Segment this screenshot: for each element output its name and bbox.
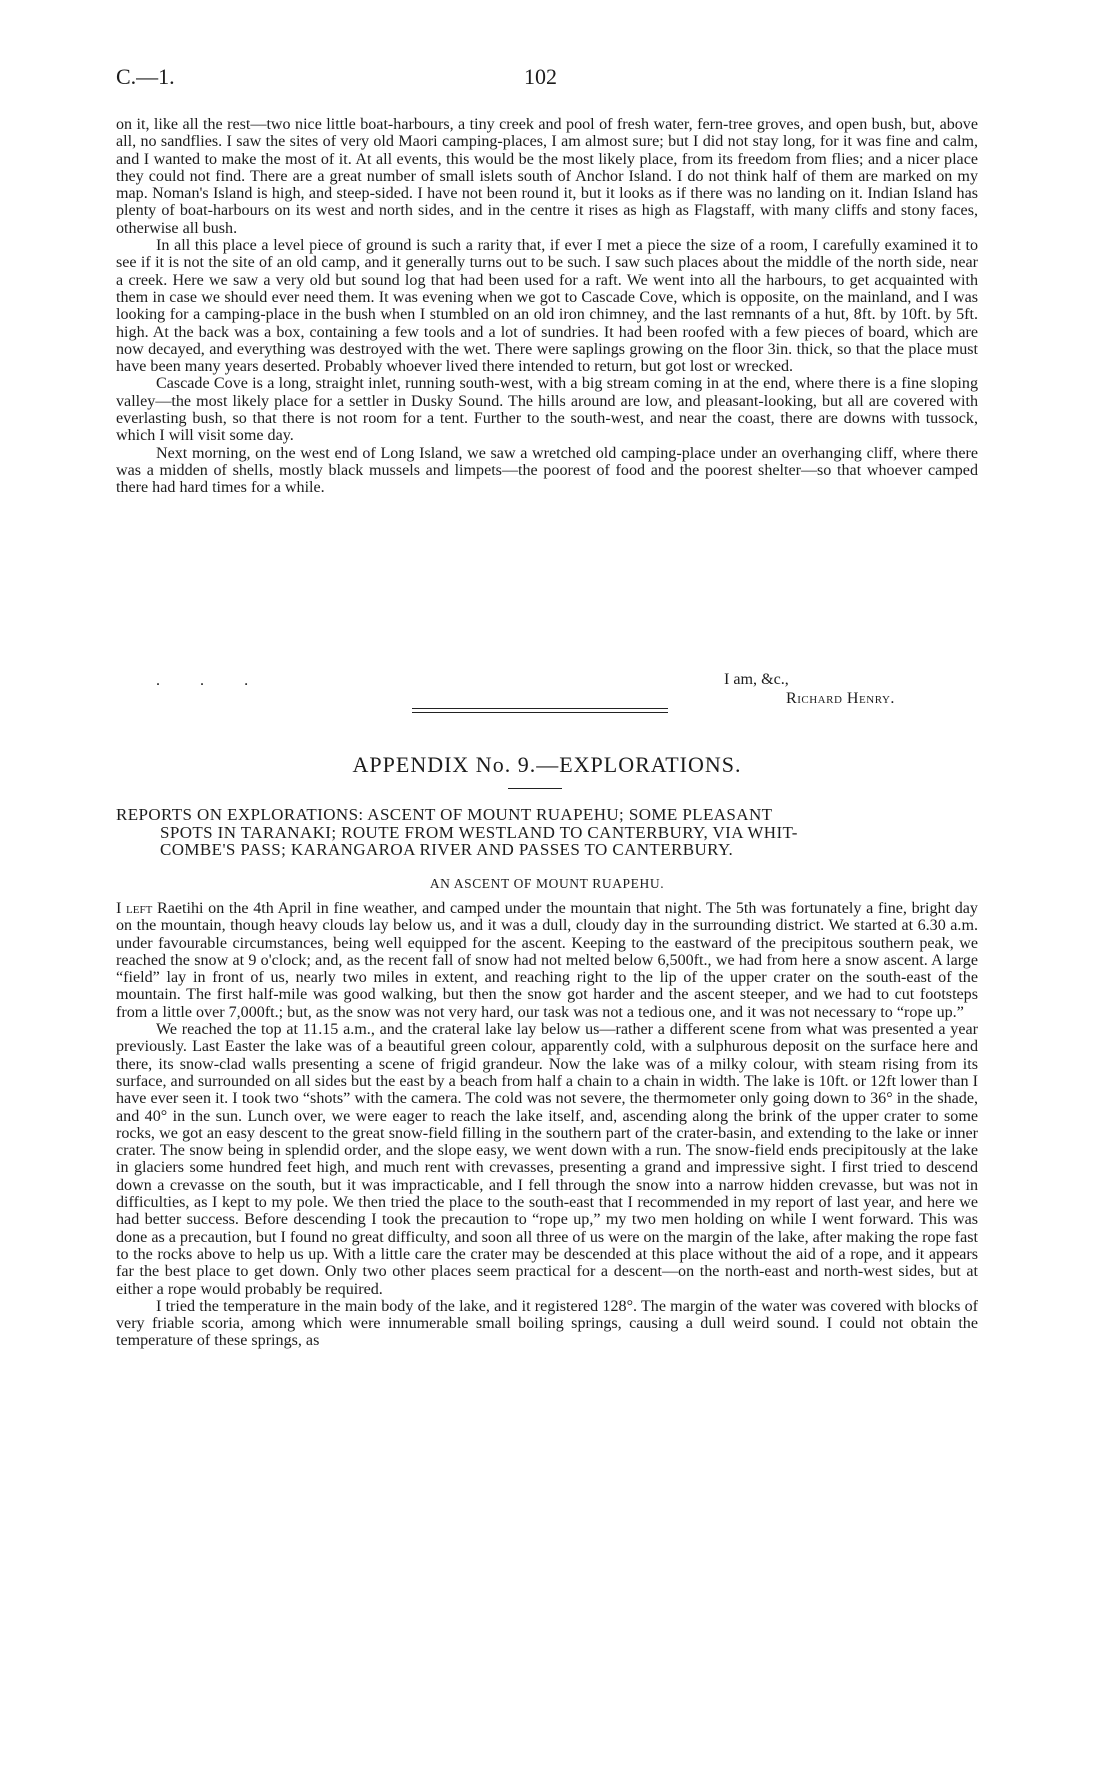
reports-heading-line: COMBE'S PASS; KARANGAROA RIVER AND PASSES TO CANTERBURY. <box>160 840 734 859</box>
closing-salutation: I am, &c., <box>724 671 789 688</box>
letter-body <box>116 116 978 497</box>
appendix-title: APPENDIX No. 9.—EXPLORATIONS. <box>352 752 742 777</box>
page-number: 102 <box>524 64 557 89</box>
report-body <box>116 900 978 1350</box>
signature: Richard Henry. <box>786 690 895 707</box>
reports-heading <box>116 806 978 859</box>
letter-paragraph: In all this place a level piece of ground is such a rarity that, if ever I met a piece the size of a room, I carefully examined it to see if it is not the site of an old camp, and it generally turns out to be such. I saw such places about the middle of the north side, near a creek. Here we saw a very old but sound log that had been used for a raft. We went into all the harbours, to get acquainted with them in case we should ever need them. It was evening when we got to Cascade Cove, which is opposite, on the mainland, and I was looking for a camping-place in the bush when I stumbled on an old iron chimney, and the last remnants of a hut, 8ft. by 10ft. by 5ft. high. At the back was a box, containing a few tools and a lot of sundries. It had been roofed with a few pieces of board, which are now decayed, and everything was destroyed with the wet. There were saplings growing on the floor 3in. thick, so that the place must have been many years deserted. Probably whoever lived there intended to return, but got lost or wrecked. <box>116 237 978 376</box>
report-paragraph: We reached the top at 11.15 a.m., and the crateral lake lay below us—rather a different scene from what was presented a year previously. Last Easter the lake was of a beautiful green colour, apparently cold, with a sulphurous deposit on the surface here and there, its snow-clad walls presenting a scene of frigid grandeur. Now the lake was of a milky colour, with steam rising from its surface, and surrounded on all sides but the east by a beach from half a chain to a chain in width. The lake is 10ft. or 12ft lower than I have ever seen it. I took two “shots” with the camera. The cold was not severe, the thermometer only going down to 36° in the shade, and 40° in the sun. Lunch over, we were eager to reach the lake itself, and, ascending along the brink of the upper crater to some rocks, we got an easy descent to the great snow-field filling in the southern part of the crater-basin, and extending to the lake or inner crater. The snow being in splendid order, and the slope easy, we went down with a run. The snow-field ends precipitously at the lake in glaciers some hundred feet high, and much rent with crevasses, presenting a grand and impressive sight. I first tried to descend down a crevasse on the south, but it was impracticable, and I fell through the snow into a narrow hidden crevasse, but was not in difficulties, as I kept to my pole. We then tried the place to the south-east that I recommended in my report of last year, and here we had better success. Before descending I took the precaution to “rope up,” my two men holding on while I went forward. This was done as a precaution, but I found no great difficulty, and soon all three of us were on the margin of the lake, after making the rope fast to the rocks above to help us up. With a little care the crater may be descended at this place without the aid of a rope, and it appears far the best place to get down. Only two other places seem practical for a descent—on the north-east and north-west sides, but at either a rope would probably be required. <box>116 1021 978 1298</box>
report-subheading: AN ASCENT OF MOUNT RUAPEHU. <box>429 876 665 891</box>
reports-heading-line: REPORTS ON EXPLORATIONS: ASCENT OF MOUNT RUAPEHU; SOME PLEASANT <box>116 805 773 824</box>
document-reference: C.—1. <box>116 64 175 89</box>
reports-heading-line: SPOTS IN TARANAKI; ROUTE FROM WESTLAND TO CANTERBURY, VIA WHIT- <box>160 822 798 842</box>
section-divider <box>412 708 668 713</box>
report-paragraph-text: Raetihi on the 4th April in fine weather, and camped under the mountain that night. The 5th was fortunately a fine, bright day on the mountain, though heavy clouds lay below us, and it was a dull, cloudy day in the surrounding district. We started at 6.30 a.m. under favourable circumstances, being well equipped for the ascent. Keeping to the eastward of the precipitous southern peak, we reached the snow at 9 o'clock; and, as the recent fall of snow had not melted below 6,500ft., we had from here a snow ascent. A large “field” lay in front of us, nearly two miles in extent, and reaching right to the lip of the upper crater on the south-east of the mountain. The first half-mile was good walking, but then the snow got harder and the ascent steeper, and we had to cut footsteps from a little over 7,000ft.; but, as the snow was not very hard, our task was not a tedious one, and it was not necessary to “rope up.” <box>116 900 978 1021</box>
letter-paragraph: Next morning, on the west end of Long Island, we saw a wretched old camping-place under an overhanging cliff, where there was a midden of shells, mostly black mussels and limpets—the poorest of food and the poorest shelter—so that whoever camped there had hard times for a while. <box>116 444 978 497</box>
drop-opening-words: I left <box>116 900 153 917</box>
letter-paragraph: Cascade Cove is a long, straight inlet, running south-west, with a big stream coming in at the end, where there is a fine sloping valley—the most likely place for a settler in Dusky Sound. The hills around are low, and pleasant-looking, but all are covered with everlasting bush, so that there is not room for a tent. Further to the south-west, and near the coast, there are downs with tussock, which I will visit some day. <box>116 375 978 445</box>
letter-paragraph: on it, like all the rest—two nice little boat-harbours, a tiny creek and pool of fresh water, fern-tree groves, and open bush, but, above all, no sandflies. I saw the sites of very old Maori camping-places, I am almost sure; but I did not stay long, for it was fine and calm, and I wanted to make the most of it. At all events, this would be the most likely place, from its freedom from flies; and a nicer place they could not find. There are a great number of small islets south of Anchor Island. I do not think half of them are marked on my map. Noman's Island is high, and steep-sided. I have not been round it, but it looks as if there was no landing on it. Indian Island has plenty of boat-harbours on its west and north sides, and in the centre it rises as high as Flagstaff, with many cliffs and stony faces, otherwise all bush. <box>116 116 978 237</box>
page-header <box>116 64 984 104</box>
title-underline <box>508 788 562 789</box>
closing-dots: . . . <box>156 672 267 689</box>
report-paragraph: I tried the temperature in the main body of the lake, and it registered 128°. The margin of the water was covered with blocks of very friable scoria, among which were innumerable small boiling springs, causing a dull weird sound. I could not obtain the temperature of these springs, as <box>116 1297 978 1350</box>
report-paragraph <box>116 900 978 1021</box>
